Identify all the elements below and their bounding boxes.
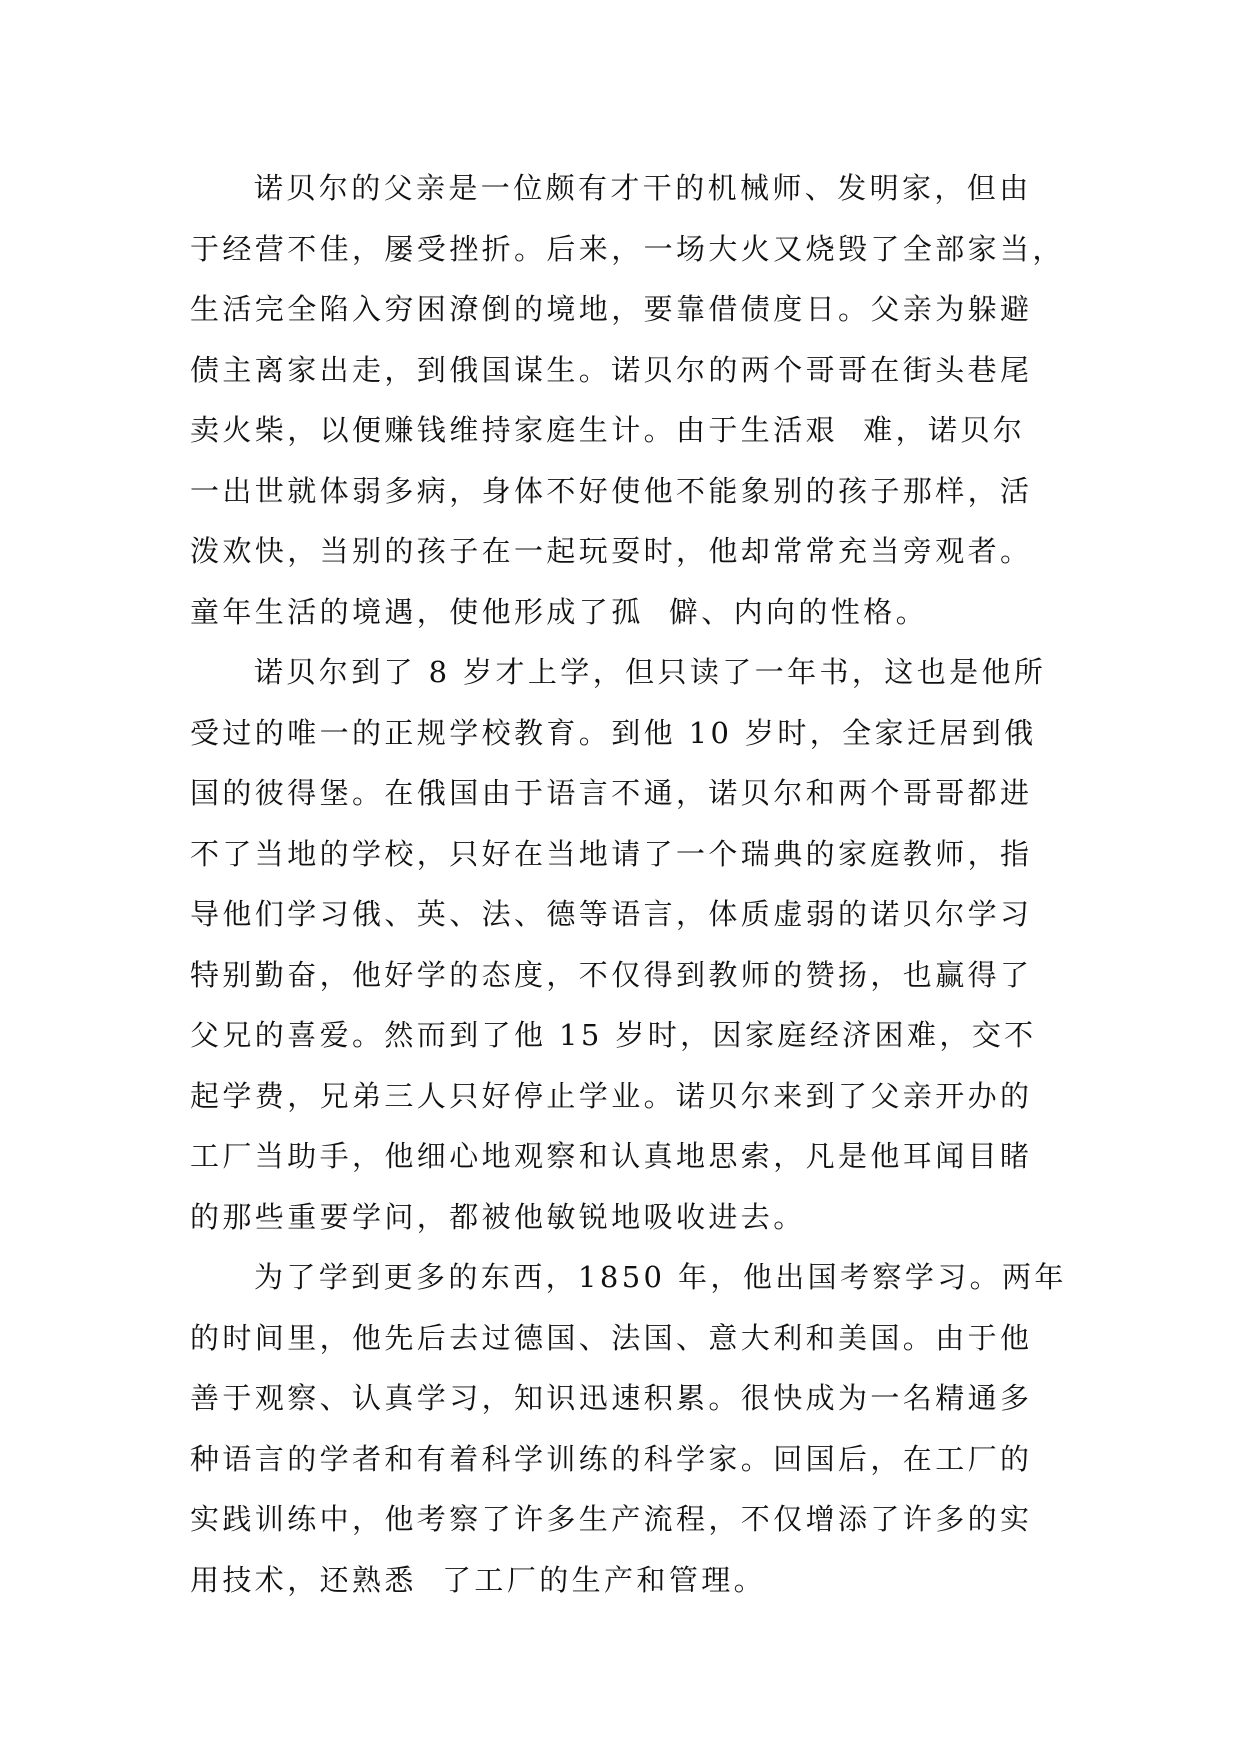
- text-line: 卖火柴，以便赚钱维持家庭生计。由于生活艰 难，诺贝尔: [190, 413, 1026, 447]
- text-line: 善于观察、认真学习，知识迅速积累。很快成为一名精通多: [190, 1381, 1033, 1415]
- text-line: 的时间里，他先后去过德国、法国、意大利和美国。由于他: [190, 1320, 1033, 1355]
- text-line: 实践训练中，他考察了许多生产流程，不仅增添了许多的实: [190, 1502, 1033, 1536]
- text-line: 于经营不佳，屡受挫折。后来，一场大火又烧毁了全部家当，: [190, 231, 1065, 266]
- paragraph-1: [190, 158, 1070, 642]
- document-body: [190, 158, 1070, 1610]
- text-line: 生活完全陷入穷困潦倒的境地，要靠借债度日。父亲为躲避: [190, 292, 1033, 326]
- text-line: 国的彼得堡。在俄国由于语言不通，诺贝尔和两个哥哥都进: [190, 776, 1033, 810]
- text-line: 受过的唯一的正规学校教育。到他 10 岁时，全家迁居到俄: [190, 715, 1037, 750]
- text-line: 特别勤奋，他好学的态度，不仅得到教师的赞扬，也赢得了: [190, 957, 1033, 992]
- text-line: 债主离家出走，到俄国谋生。诺贝尔的两个哥哥在街头巷尾: [190, 352, 1033, 387]
- paragraph-2: [190, 642, 1070, 1247]
- text-line: 起学费，兄弟三人只好停止学业。诺贝尔来到了父亲开办的: [190, 1078, 1033, 1113]
- text-line: 父兄的喜爱。然而到了他 15 岁时，因家庭经济困难，交不: [190, 1018, 1037, 1052]
- text-line: 导他们学习俄、英、法、德等语言，体质虚弱的诺贝尔学习: [190, 897, 1033, 931]
- text-line: 的那些重要学问，都被他敏锐地吸收进去。: [190, 1199, 806, 1234]
- text-line: 工厂当助手，他细心地观察和认真地思索，凡是他耳闻目睹: [190, 1139, 1033, 1173]
- text-line: 泼欢快，当别的孩子在一起玩耍时，他却常常充当旁观者。: [190, 534, 1033, 568]
- text-line: 童年生活的境遇，使他形成了孤 僻、内向的性格。: [190, 594, 929, 629]
- text-line: 为了学到更多的东西，1850 年，他出国考察学习。两年: [254, 1260, 1067, 1294]
- text-line: 一出世就体弱多病，身体不好使他不能象别的孩子那样，活: [190, 473, 1033, 508]
- text-line: 种语言的学者和有着科学训练的科学家。回国后，在工厂的: [190, 1441, 1033, 1476]
- text-line: 诺贝尔到了 8 岁才上学，但只读了一年书，这也是他所: [254, 655, 1047, 689]
- text-line: 用技术，还熟悉 了工厂的生产和管理。: [190, 1562, 767, 1597]
- paragraph-3: [190, 1247, 1070, 1610]
- text-line: 诺贝尔的父亲是一位颇有才干的机械师、发明家，但由: [254, 171, 1032, 205]
- text-line: 不了当地的学校，只好在当地请了一个瑞典的家庭教师，指: [190, 836, 1033, 871]
